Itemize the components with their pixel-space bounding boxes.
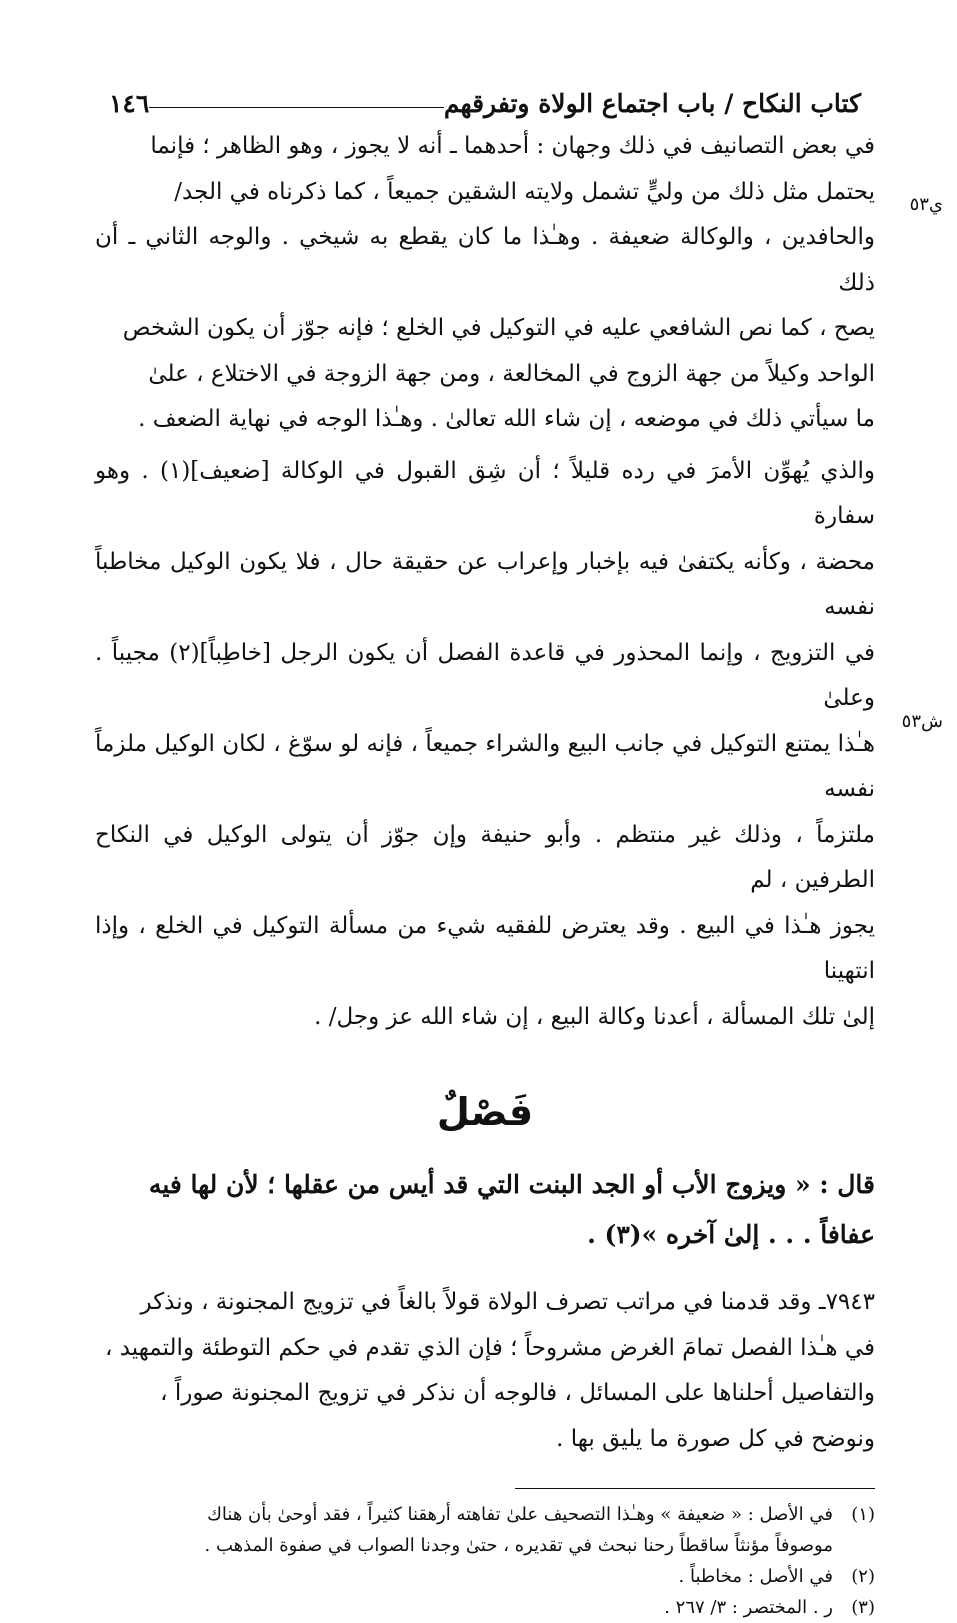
paragraph-3 [95,1280,875,1462]
quoted-text [95,1160,875,1260]
footnote-number: (١) [851,1504,875,1525]
footnote-rule [515,1488,875,1489]
footnote-number: (٢) [851,1566,875,1587]
book-page [95,78,943,1623]
text-line: في بعض التصانيف في ذلك وجهان : أحدهما ـ أنه لا يجوز ، وهو الظاهر ؛ فإنما [150,133,875,159]
text-line: ما سيأتي ذلك في موضعه ، إن شاء الله تعالىٰ . وهـٰذا الوجه في نهاية الضعف . [138,406,875,432]
paragraph-2 [95,449,875,1041]
page-number: ١٤٦ [109,89,150,118]
footnote-line: ر . المختصر : ٣/ ٢٦٧ . [664,1597,833,1618]
text-line: محضة ، وكأنه يكتفىٰ فيه بإخبار وإعراب عن حقيقة حال ، فلا يكون الوكيل مخاطباً نفسه [95,548,875,620]
footnote [95,1592,875,1623]
text-line: هـٰذا يمتنع التوكيل في جانب البيع والشراء جميعاً ، فإنه لو سوّغ ، لكان الوكيل ملزماً نفسه [95,730,875,802]
footnote [95,1561,875,1592]
text-line: يحتمل مثل ذلك من وليٍّ تشمل ولايته الشقين جميعاً ، كما ذكرناه في الجد/ [174,178,875,205]
text-line: ٧٩٤٣ـ وقد قدمنا في مراتب تصرف الولاة قولاً بالغاً في تزويج المجنونة ، ونذكر [140,1289,875,1315]
section-heading: فَصْلٌ [436,1090,534,1134]
header-title: كتاب النكاح / باب اجتماع الولاة وتفرقهم [443,89,861,118]
footnotes [95,1499,875,1623]
running-header [95,78,875,118]
header-rule [149,107,444,108]
paragraph-1 [95,124,875,443]
text-line: الواحد وكيلاً من جهة الزوج في المخالعة ، ومن جهة الزوجة في الاختلاع ، علىٰ [148,360,875,387]
footnote-line: في الأصل : مخاطباً . [678,1566,833,1587]
text-line: والحافدين ، والوكالة ضعيفة . وهـٰذا ما كان يقطع به شيخي . والوجه الثاني ـ أن ذلك [95,224,875,296]
text-line: يصح ، كما نص الشافعي عليه في التوكيل في الخلع ؛ فإنه جوّز أن يكون الشخص [122,315,875,341]
footnote-line: في الأصل : « ضعيفة » وهـٰذا التصحيف علىٰ تفاهته أرهقنا كثيراً ، فقد أوحىٰ بأن هناك [207,1504,833,1525]
text-line: والذي يُهوِّن الأمرَ في رده قليلاً ؛ أن شِق القبول في الوكالة [ضعيف](١) . وهو سفارة [95,457,876,529]
margin-note-1: ي٥٣ [909,194,943,215]
text-line: إلىٰ تلك المسألة ، أعدنا وكالة البيع ، إن شاء الله عز وجل/ . [314,1003,875,1030]
text-line: ونوضح في كل صورة ما يليق بها . [556,1425,875,1452]
text-line: في هـٰذا الفصل تمامَ الغرض مشروحاً ؛ فإن الذي تقدم في حكم التوطئة والتمهيد ، [104,1334,875,1361]
text-line: والتفاصيل أحلناها على المسائل ، فالوجه أن نذكر في تزويج المجنونة صوراً ، [160,1380,875,1406]
text-line: قال : « ويزوج الأب أو الجد البنت التي قد أيس من عقلها ؛ لأن لها فيه [148,1170,875,1199]
footnote-number: (٣) [851,1597,875,1618]
margin-note-2: ش٥٣ [901,711,943,732]
text-line: ملتزماً ، وذلك غير منتظم . وأبو حنيفة وإن جوّز أن يتولى الوكيل في النكاح الطرفين ، لم [95,821,875,893]
footnote-line: موصوفاً مؤنثاً ساقطاً رحنا نبحث في تقديره ، حتىٰ وجدنا الصواب في صفوة المذهب . [204,1535,833,1556]
text-line: عفافاً . . . إلىٰ آخره »(٣) . [587,1220,875,1249]
text-line: في التزويج ، وإنما المحذور في قاعدة الفصل أن يكون الرجل [خاطِباً](٢) مجيباً . وعلىٰ [95,639,875,711]
footnote [95,1499,875,1561]
text-line: يجوز هـٰذا في البيع . وقد يعترض للفقيه شيء من مسألة التوكيل في الخلع ، وإذا انتهينا [95,912,875,984]
